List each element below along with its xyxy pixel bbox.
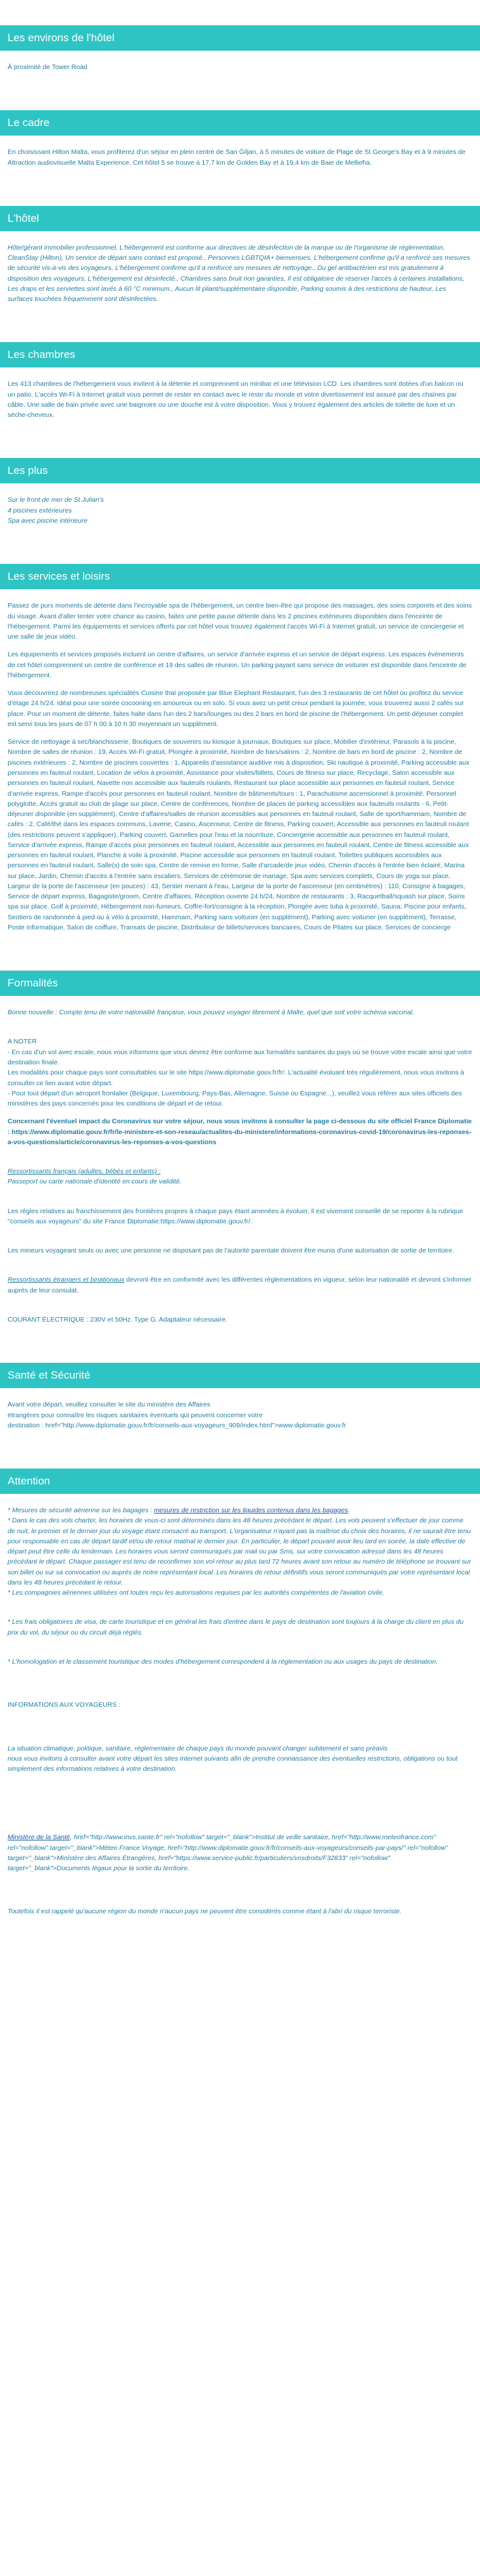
section-heading: Attention	[0, 1469, 480, 1494]
cadre-text: En choisissant Hilton Malta, vous profiterez d'un séjour en plein centre de San Ġiljan, à 5 minutes de voiture de Plage de St George's Bay et à 9 minutes de Attraction audiovisuelle Malta Experience. Cet hôtel 5 se trouve à 17,7 km de Golden Bay et à 19,4 km de Baie de Mellieħa.	[8, 148, 466, 167]
section-hotel	[0, 206, 480, 305]
section-plus	[0, 458, 480, 526]
section-services	[0, 564, 480, 933]
foreign-nationals-rest: devront être en conformité avec les différentes réglementations en vigueur, selon leur nationalité et devront s'informer auprès de leur consulat.	[8, 1276, 472, 1294]
french-nationals-title: Ressortissants français (adultes, bébés et enfants) :	[8, 1168, 161, 1176]
chambres-text: Les 413 chambres de l'hébergement vous invitent à la détente et comprennent un minibar et une télévision LCD. Les chambres sont dotées d'un balcon ou un patio. L'accès Wi-Fi à Internet gratuit vous permet de rester en contact avec le reste du monde et votre divertissement est assuré par des chaînes par câble. Une salle de bain privée avec une baignoire ou une douche est à votre disposition. Vous y trouvez également des articles de toilette de luxe et un sèche-cheveux.	[8, 380, 464, 419]
section-content	[0, 147, 480, 168]
notice-line: - Pour tout départ d'un aéroport frontalier (Belgique, Luxembourg, Pays-Bas, Allemagne, Suisse ou Espagne...), veuillez vous référer aux sites officiels des ministères des pays concernés pour les conditions de départ et de retour.	[8, 1089, 462, 1108]
section-heading: Le cadre	[0, 110, 480, 136]
services-paragraph: Vous découvrirez de nombreuses spécialités Cuisine thaï proposée par Blue Elephant Restaurant, l'un des 3 restaurants de cet hôtel ou profitez du service d'étage 24 h/24. Idéal pour une soirée cocooning en amoureux ou en solo. Si vous avez un petit creux pendant la journée, vous trouverez aussi 2 cafés sur place. Pour un moment de détente, faites halte dans l'un des 2 bars/lounges ou des 2 bars en bord de piscine de l'hébergement. Un petit-déjeuner complet est servi tous les jours de 07 h 00 à 10 h 30 moyennant un supplément.	[8, 689, 464, 728]
section-content	[0, 495, 480, 526]
section-content	[0, 62, 480, 72]
section-sante	[0, 1363, 480, 1431]
electric-info: COURANT ÉLECTRIQUE : 230V et 50Hz. Type G. Adaptateur nécessaire.	[8, 1316, 227, 1323]
attention-rest: . * Dans le cas des vols charter, les horaires de vous-ci sont déterminés dans les 48 heures précédant le départ. Les vols peuvent s'effectuer de jour comme de nuit, le premier et le dernier jour du voyage étant consacré au transport. L'organisateur n'ayant pas la maîtrise du choix des horaires, il ne saurait être tenu pour responsable en cas de départ tardif et/ou de retour matinal le dernier jour. En particulier, le départ pouvant avoir lieu tard en soirée, la date effective de départ peut être celle du lendemain. Les horaires vous seront communiqués par mail ou par Sms, sur votre convocation adressé dans les 48 heures précédant le départ. Chaque passager est tenu de reconfirmer son vol retour au plus tard 72 heures avant son retour au numéro de téléphone se trouvant sur son billet ou sur sa convocation ou auprès de notre représentant local. Les horaires de retour définitifs vous seront communiqués par votre représentant local dans les 48 heures précédant le retour. * Les compagnies aériennes utilisées ont toutes reçu les autorisations requises par les autorités compétentes de l'aviation civile.	[8, 1507, 471, 1597]
border-rules-text: Les règles relatives au franchissement des frontières propres à chaque pays étant amenées à évoluer, il est vivement conseillé de se reporter à la rubrique "conseils aux voyageurs" du site France Diplomatie:https://www.diplomatie.gouv.fr/.	[8, 1207, 464, 1225]
health-links-paragraph	[8, 1832, 472, 1873]
services-paragraph: Passez de purs moments de détente dans l'incroyable spa de l'hébergement, un centre bien-être qui propose des massages, des soins corporels et des soins du visage. Avant d'aller tenter votre chance au casino, faites une petite pause détente dans les 2 piscines extérieures disponibles dans l'enceinte de l'hébergement. Parmi les équipements et services offerts par cet hôtel vous trouvez également l'accès Wi-Fi à Internet gratuit, un service de conciergerie et une salle de jeux vidéo.	[8, 602, 472, 641]
hotel-text: Hôte/gérant immobilier professionnel, L'hébergement est conforme aux directives de désinfection de la marque ou de l'organisme de réglementation, CleanStay (Hilton), Un service de départ sans contact est proposé., Personnes LGBTQIA+ bienvenues, L'hébergement confirme qu'il a renforcé ses mesures de sécurité vis-à-vis des voyageurs, L'hébergement confirme qu'il a renforcé ses mesures de nettoyage., Du gel antibactérien est mis gratuitement à disposition des voyageurs, L'hébergement est désinfecté., Chambres sans bruit non garanties, Il est obligatoire de réserver l'accès à certaines installations, Les draps et les serviettes sont lavés à 60 °C minimum., Aucun lit pliant/supplémentaire disponible, Parking soumis à des restrictions de hauteur, Les surfaces touchées fréquemment sont désinfectées.	[8, 243, 471, 303]
notice-line: Les modalités pour chaque pays sont consultables sur le site https://www.diplomatie.gouv.fr/fr/. L'actualité évoluant très régulièrement, nous vous invitons à consulter ce lien avant votre départ.	[8, 1069, 464, 1087]
ministry-health-link[interactable]: Ministère de la Santé	[8, 1833, 70, 1842]
travelers-info-title: INFORMATIONS AUX VOYAGEURS :	[8, 1701, 121, 1709]
section-heading: Santé et Sécurité	[0, 1363, 480, 1388]
section-environs	[0, 25, 480, 72]
attention-prefix: * Mesures de sécurité aérienne sur les bagages :	[8, 1507, 155, 1515]
plus-item: Sur le front de mer de St Julian's	[8, 496, 104, 504]
section-heading: Les plus	[0, 458, 480, 483]
sante-line: étrangères pour connaître les risques sanitaires éventuels qui peuvent concerner votre	[8, 1411, 263, 1419]
attention-paragraph: * L'homologation et le classement touristique des modes d'hébergement correspondent à la réglementation ou aux usages du pays de destination.	[8, 1657, 438, 1666]
formalites-intro: Bonne nouvelle : Compte tenu de votre nationalité française, vous pouvez voyager librement à Malte, quel que soit votre schéma vaccinal.	[8, 1009, 415, 1017]
services-paragraph: Les équipements et services proposés incluent un centre d'affaires, un service d'arrivée express et un service de départ express. Les espaces événements de cet hôtel comprennent un centre de conférence et 19 des salles de réunion. Un parking payant sans service de voiturier est disponible dans l'enceinte de l'hébergement.	[8, 651, 467, 679]
section-content	[0, 243, 480, 305]
french-nationals-line: Passeport ou carte nationale d'identité en cours de validité.	[8, 1178, 182, 1186]
section-cadre	[0, 110, 480, 168]
health-links-rest: , href="http://www.invs.sante.fr" rel="nofollow" target="_blank">Institut de veille sanitaire, href="http://www.meteofrance.com" rel="nofollow" target="_blank">Méteo France Voyage, href="http://www.diplomatie.gouv.fr/fr/conseils-aux-voyageurs/conseils-par-pays/" rel="nofollow" target="_blank">Ministère des Affaires Étrangères, href="https://www.service-public.fr/particuliers/vosdroits/F32833" rel="nofollow" target="_blank">Documents légaux pour la sortie du territoire.	[8, 1833, 448, 1873]
sante-line: destination : href="http://www.diplomatie.gouv.fr/fr/conseils-aux-voyageurs_909/index.html">www.diplomatie.gouv.fr	[8, 1421, 346, 1429]
attention-paragraph: La situation climatique, politique, sanitaire, réglementaire de chaque pays du monde pouvant changer subitement et sans préavis nous vous invitons à consulter avant votre départ les sites Internet suivants afin de prendre connaissance des éventuelles restrictions, obligations ou tout simplement des informations relatives à votre destination.	[8, 1744, 458, 1773]
section-chambres	[0, 342, 480, 420]
plus-item: Spa avec piscine intérieure	[8, 516, 88, 525]
section-heading: Les services et loisirs	[0, 564, 480, 589]
terrorism-notice: Toutefois il est rappelé qu'aucune région du monde n'aucun pays ne peuvent être considérés comme étant à l'abri du risque terroriste.	[8, 1908, 402, 1916]
section-heading: Formalités	[0, 971, 480, 996]
attention-paragraph: * Les frais obligatoires de visa, de carte touristique et en général les frais d'entrée dans le pays de destination sont toujours à la charge du client en plus du prix du vol, du séjour ou du circuit déjà réglés.	[8, 1618, 464, 1636]
coronavirus-notice: Concernant l'éventuel impact du Coronavirus sur votre séjour, nous vous invitons à consulter la page ci-dessous du site officiel France Diplomatie : https://www.diplomatie.gouv.fr/fr/le-ministere-et-son-reseau/actualites-du-ministere/informations-coronavirus-covid-19/coronavirus-les-reponses-a-vos-questions/article/coronavirus-les-reponses-a-vos-questions	[8, 1118, 472, 1146]
section-heading: Les chambres	[0, 342, 480, 367]
services-amenities-list: Service de nettoyage à sec/blanchisserie, Boutiques de souvenirs ou kiosque à journaux, Boutiques sur place, Mobilier d'extérieur, Parasols à la piscine, Nombre de salles de réunion : 19, Accès Wi-Fi gratuit, Plongée à proximité, Nombre de bars/salons : 2, Nombre de bars en bord de piscine : 2, Nombre de piscines extérieures : 2, Nombre de piscines couvertes : 1, Appareils d'assistance auditive mis à disposition, Ski nautique à proximité, Parking accessible aux personnes en fauteuil roulant, Location de vélos à proximité, Assistance pour visites/billets, Cours de fitness sur place, Recyclage, Salon accessible aux personnes en fauteuil roulant, Navette non accessible aux fauteuils roulants, Restaurant sur place accessible aux personnes en fauteuil roulant, Service d'arrivée express, Rampe d'accès pour personnes en fauteuil roulant, Nombre de bâtiments/tours : 1, Parachutisme ascensionnel à proximité, Personnel polyglotte, Accès gratuit au club de plage sur place, Centre de conférences, Nombre de places de parking accessibles aux fauteuils roulants - 6, Petit-déjeuner disponible (en supplément), Centre d'affaires/salles de réunion accessibles aux personnes en fauteuil roulant, Salle de sport/hammam, Nombre de cafés : 2, Café/thé dans les espaces communs, Laverie, Casino, Ascenseur, Centre de fitness, Parking couvert, Accessible aux personnes en fauteuil roulant (des restrictions peuvent s'appliquer), Parking couvert, Gamelles pour l'eau et la nourriture, Conciergerie accessible aux personnes en fauteuil roulant, Service d'arrivée express, Rampe d'accès pour personnes en fauteuil roulant, Accessible aux personnes en fauteuil roulant, Centre de fitness accessible aux personnes en fauteuil roulant, Planche à voile à proximité, Piscine accessible aux personnes en fauteuil roulant, Toilettes publiques accessibles aux personnes en fauteuil roulant, Salle(s) de soin spa, Centre de remise en forme, Salle d'arcade/de jeux vidéo, Chemin d'accès à l'entrée bien éclairé, Marina sur place, Jardin, Chemin d'accès à l'entrée sans escaliers, Services de cérémonie de mariage, Spa avec services complets, Cours de yoga sur place, Largeur de la porte de l'ascenseur (en pouces) : 43, Sentier menant à l'eau, Largeur de la porte de l'ascenseur (en centimètres) : 110, Consigne à bagages, Service de départ express, Bagagiste/groom, Centre d'affaires, Réception ouverte 24 h/24, Nombre de restaurants : 3, Racquetball/squash sur place, Soins spa sur place, Golf à proximité, Hébergement non-fumeurs, Coffre-fort/consigne à la réception, Plongée avec tuba à proximité, Sauna, Piscine pour enfants, Sentiers de randonnée à pied ou à vélo à proximité, Hammam, Parking sans voiturier (en supplément), Parking avec voiturier (en supplément), Terrasse, Poste informatique, Salon de coiffure, Transats de piscine, Distributeur de billets/services bancaires, Cours de Pilates sur place, Services de concierge	[8, 738, 470, 931]
section-content	[0, 1007, 480, 1325]
liquids-restriction-link[interactable]: mesures de restriction sur les liquides contenus dans les bagages	[154, 1507, 348, 1515]
section-content	[0, 601, 480, 933]
section-content	[0, 1400, 480, 1431]
foreign-nationals-title: Ressortissants étrangers et binationaux	[8, 1276, 125, 1284]
attention-paragraph	[8, 1505, 472, 1598]
notice-title: A NOTER	[8, 1038, 37, 1046]
foreign-nationals-text	[8, 1275, 472, 1296]
notice-line: - En cas d'un vol avec escale, nous vous informons que vous devrez être conforme aux formalités sanitaires du pays où se trouve votre escale ainsi que votre destination finale.	[8, 1048, 472, 1067]
environs-text: À proximité de Tower Road	[8, 63, 87, 71]
section-heading: L'hôtel	[0, 206, 480, 231]
sante-line: Avant votre départ, veuillez consulter le site du ministère des Affaires	[8, 1401, 211, 1409]
minors-text: Les mineurs voyageant seuls ou avec une personne ne disposant pas de l'autorité parentale doivent être munis d'une autorisation de sortie de territoire.	[8, 1247, 455, 1255]
section-attention	[0, 1469, 480, 1917]
section-formalites	[0, 971, 480, 1325]
section-content	[0, 1505, 480, 1917]
section-content	[0, 379, 480, 420]
section-heading: Les environs de l'hôtel	[0, 25, 480, 51]
plus-item: 4 piscines extérieures	[8, 506, 72, 514]
